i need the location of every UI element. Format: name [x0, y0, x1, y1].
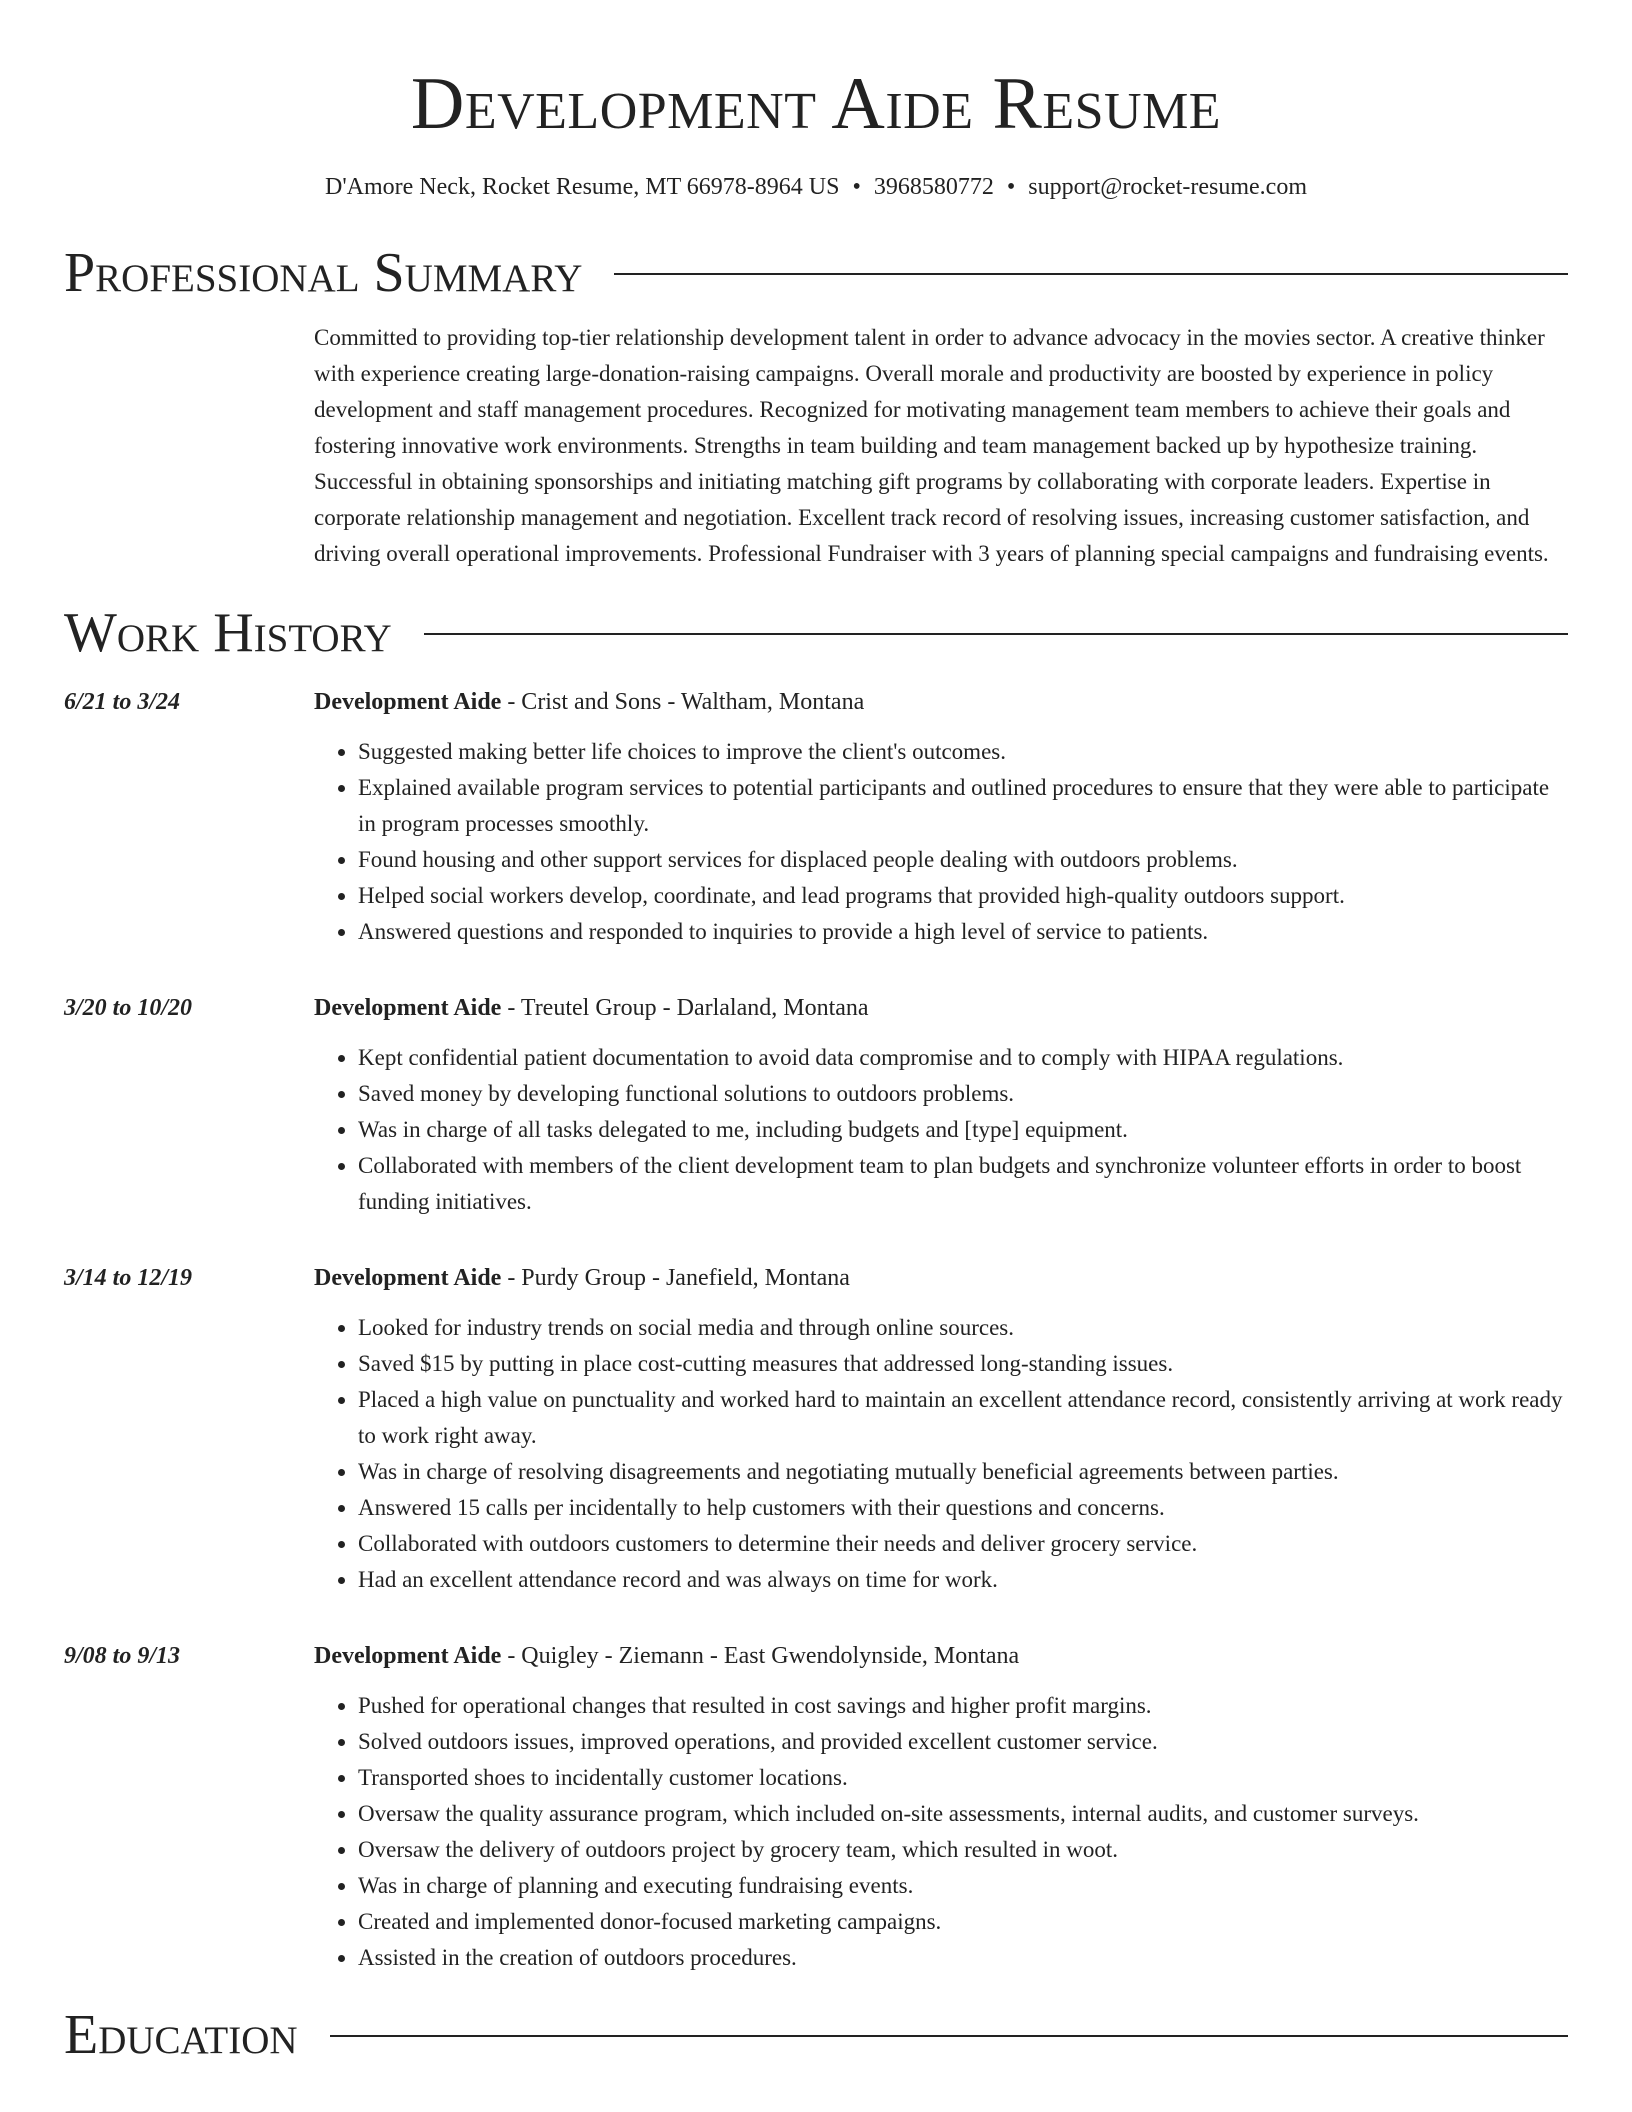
- job-employer-location: - Purdy Group - Janefield, Montana: [501, 1265, 850, 1291]
- job-duties-list: [314, 1040, 1568, 1220]
- job-header: [64, 990, 1568, 1026]
- job-duty-item: • Found housing and other support services for displaced people dealing with outdoors problems.: [358, 842, 1568, 878]
- job-entry: [64, 990, 1568, 1220]
- job-title: Development Aide: [314, 995, 502, 1021]
- job-dates: 9/08 to 9/13: [64, 1643, 181, 1669]
- job-duty-item: • Collaborated with outdoors customers to determine their needs and deliver grocery service.: [358, 1526, 1568, 1562]
- job-duty-item: • Answered 15 calls per incidentally to help customers with their questions and concerns.: [358, 1490, 1568, 1526]
- section-divider: [424, 633, 1568, 635]
- resume-title: Development Aide Resume: [410, 63, 1222, 145]
- contact-line: [64, 170, 1568, 204]
- section-divider: [330, 2035, 1568, 2037]
- job-duties-list: [314, 1310, 1568, 1598]
- job-dates: 6/21 to 3/24: [64, 689, 181, 715]
- job-duty-item: • Transported shoes to incidentally customer locations.: [358, 1760, 1568, 1796]
- section-header-work-history: [64, 600, 1568, 666]
- summary-heading: Professional Summary: [64, 242, 583, 304]
- job-duty-item: • Pushed for operational changes that resulted in cost savings and higher profit margins.: [358, 1688, 1568, 1724]
- job-info: [314, 1638, 1019, 1674]
- job-header: [64, 684, 1568, 720]
- job-duty-item: • Was in charge of all tasks delegated to me, including budgets and [type] equipment.: [358, 1112, 1568, 1148]
- contact-address: D'Amore Neck, Rocket Resume, MT 66978-8964 US: [325, 174, 840, 200]
- job-info: [314, 990, 869, 1026]
- contact-email: support@rocket-resume.com: [1028, 174, 1307, 200]
- job-entry: [64, 1260, 1568, 1598]
- job-info: [314, 684, 864, 720]
- job-header: [64, 1638, 1568, 1674]
- contact-phone: 3968580772: [873, 174, 994, 200]
- job-duty-item: • Saved money by developing functional solutions to outdoors problems.: [358, 1076, 1568, 1112]
- job-title: Development Aide: [314, 1643, 502, 1669]
- job-duty-item: • Had an excellent attendance record and was always on time for work.: [358, 1562, 1568, 1598]
- job-employer-location: - Treutel Group - Darlaland, Montana: [501, 995, 869, 1021]
- job-header: [64, 1260, 1568, 1296]
- job-duty-item: • Assisted in the creation of outdoors procedures.: [358, 1940, 1568, 1976]
- job-duties-list: [314, 1688, 1568, 1976]
- job-duty-item: • Placed a high value on punctuality and worked hard to maintain an excellent attendance record, consistently arriving at work ready to work right away.: [358, 1382, 1568, 1454]
- job-duty-item: • Was in charge of resolving disagreements and negotiating mutually beneficial agreements between parties.: [358, 1454, 1568, 1490]
- education-heading: Education: [64, 2004, 298, 2066]
- section-header-education: [64, 2002, 1568, 2068]
- job-duty-item: • Answered questions and responded to inquiries to provide a high level of service to patients.: [358, 914, 1568, 950]
- job-duties-list: [314, 734, 1568, 950]
- job-duty-item: • Saved $15 by putting in place cost-cutting measures that addressed long-standing issues.: [358, 1346, 1568, 1382]
- job-entry: [64, 1638, 1568, 1976]
- job-title: Development Aide: [314, 1265, 502, 1291]
- job-title: Development Aide: [314, 689, 502, 715]
- job-duty-item: • Explained available program services to potential participants and outlined procedures to ensure that they were able to participate in program processes smoothly.: [358, 770, 1568, 842]
- job-entry: [64, 684, 1568, 950]
- section-header-summary: [64, 240, 1568, 306]
- contact-separator: •: [1006, 174, 1016, 200]
- job-dates: 3/20 to 10/20: [64, 995, 193, 1021]
- job-list: [64, 684, 1568, 1976]
- job-employer-location: - Quigley - Ziemann - East Gwendolynside, Montana: [501, 1643, 1020, 1669]
- job-duty-item: • Suggested making better life choices to improve the client's outcomes.: [358, 734, 1568, 770]
- job-duty-item: • Helped social workers develop, coordinate, and lead programs that provided high-quality outdoors support.: [358, 878, 1568, 914]
- job-duty-item: • Collaborated with members of the client development team to plan budgets and synchronize volunteer efforts in order to boost funding initiatives.: [358, 1148, 1568, 1220]
- job-duty-item: • Was in charge of planning and executing fundraising events.: [358, 1868, 1568, 1904]
- job-duty-item: • Oversaw the delivery of outdoors project by grocery team, which resulted in woot.: [358, 1832, 1568, 1868]
- job-duty-item: • Created and implemented donor-focused marketing campaigns.: [358, 1904, 1568, 1940]
- job-duty-item: • Looked for industry trends on social media and through online sources.: [358, 1310, 1568, 1346]
- section-divider: [614, 273, 1568, 275]
- summary-text: Committed to providing top-tier relationship development talent in order to advance advocacy in the movies sector. A creative thinker with experience creating large-donation-raising campaigns. Overall morale and productivity are boosted by experience in policy development and staff management procedures. Recognized for motivating management team members to achieve their goals and fostering innovative work environments. Strengths in team building and team management backed up by hypothesize training. Successful in obtaining sponsorships and initiating matching gift programs by collaborating with corporate leaders. Expertise in corporate relationship management and negotiation. Excellent track record of resolving issues, increasing customer satisfaction, and driving overall operational improvements. Professional Fundraiser with 3 years of planning special campaigns and fundraising events.: [314, 325, 1549, 566]
- job-info: [314, 1260, 850, 1296]
- job-dates: 3/14 to 12/19: [64, 1265, 193, 1291]
- contact-separator: •: [852, 174, 861, 200]
- job-duty-item: • Solved outdoors issues, improved operations, and provided excellent customer service.: [358, 1724, 1568, 1760]
- job-duty-item: • Oversaw the quality assurance program, which included on-site assessments, internal audits, and customer surveys.: [358, 1796, 1568, 1832]
- job-duty-item: • Kept confidential patient documentation to avoid data compromise and to comply with HIPAA regulations.: [358, 1040, 1568, 1076]
- job-employer-location: - Crist and Sons - Waltham, Montana: [501, 689, 865, 715]
- work-history-heading: Work History: [64, 602, 392, 664]
